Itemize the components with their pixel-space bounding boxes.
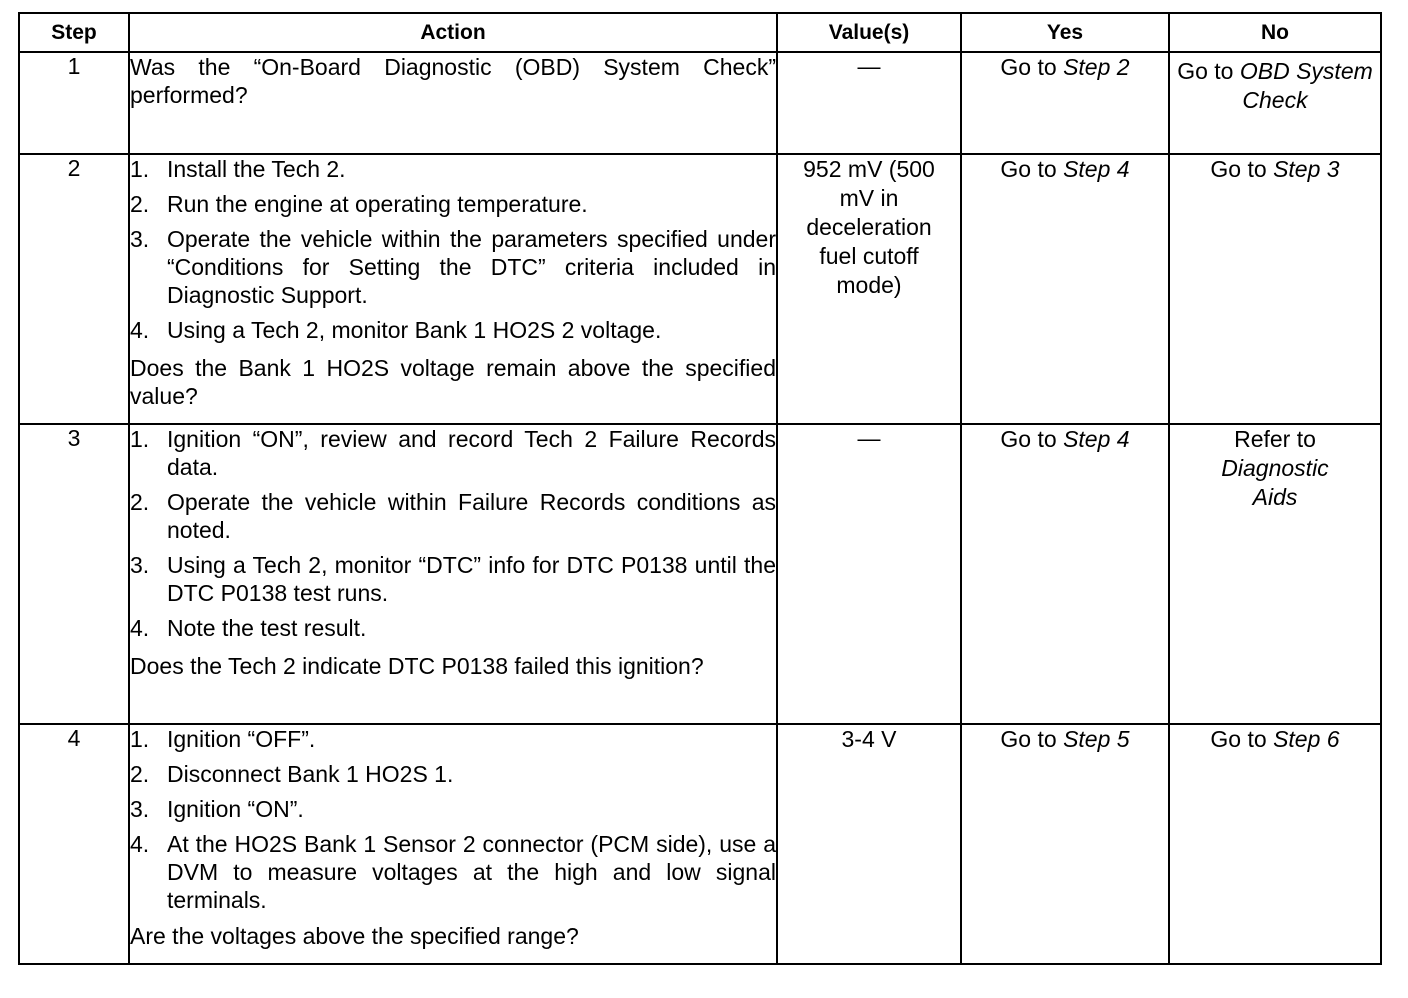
no-cell [1169, 52, 1381, 154]
value-cell: — [777, 52, 961, 154]
action-item [130, 425, 776, 481]
action-cell [129, 52, 777, 154]
item-number: 1. [130, 726, 150, 752]
item-text: Ignition “ON”. [167, 796, 304, 822]
action-question: Does the Bank 1 HO2S voltage remain above the specified value? [130, 355, 776, 409]
yes-prefix: Go to [1000, 156, 1064, 182]
action-item [130, 760, 776, 788]
header-row [19, 13, 1381, 52]
no-target: Step 6 [1273, 726, 1340, 752]
step-number: 2 [19, 154, 129, 424]
value-cell [777, 154, 961, 424]
action-item [130, 614, 776, 642]
item-number: 4. [130, 831, 150, 857]
yes-target: Step 4 [1063, 156, 1130, 182]
action-cell [129, 424, 777, 724]
header-no: No [1169, 13, 1381, 52]
item-text: Ignition “ON”, review and record Tech 2 Failure Records data. [167, 426, 776, 480]
item-number: 4. [130, 615, 150, 641]
item-number: 1. [130, 426, 150, 452]
action-item [130, 225, 776, 309]
item-number: 3. [130, 226, 150, 252]
yes-cell [961, 724, 1169, 964]
header-step: Step [19, 13, 129, 52]
item-number: 3. [130, 552, 150, 578]
item-text: Using a Tech 2, monitor “DTC” info for DTC P0138 until the DTC P0138 test runs. [167, 552, 776, 606]
action-cell [129, 724, 777, 964]
no-cell [1169, 424, 1381, 724]
item-text: Disconnect Bank 1 HO2S 1. [167, 761, 454, 787]
value-cell: — [777, 424, 961, 724]
no-cell [1169, 724, 1381, 964]
item-number: 1. [130, 156, 150, 182]
header-yes: Yes [961, 13, 1169, 52]
header-action: Action [129, 13, 777, 52]
no-target: Step 3 [1273, 156, 1340, 182]
table-row [19, 52, 1381, 154]
item-text: Run the engine at operating temperature. [167, 191, 588, 217]
item-number: 2. [130, 761, 150, 787]
item-number: 2. [130, 191, 150, 217]
action-cell [129, 154, 777, 424]
yes-target: Step 2 [1063, 54, 1130, 80]
action-item [130, 830, 776, 914]
action-item [130, 725, 776, 753]
step-number: 4 [19, 724, 129, 964]
item-text: Note the test result. [167, 615, 367, 641]
value-text: 952 mV (500 mV in deceleration fuel cutoff mode) [803, 156, 935, 298]
yes-prefix: Go to [1000, 54, 1064, 80]
diagnostic-table [18, 12, 1382, 965]
yes-cell [961, 424, 1169, 724]
yes-cell [961, 154, 1169, 424]
action-item [130, 488, 776, 544]
item-text: Install the Tech 2. [167, 156, 346, 182]
action-question: Are the voltages above the specified range? [130, 923, 579, 949]
item-text: Operate the vehicle within the parameters specified under “Conditions for Setting the DTC” criteria included in Diagnostic Support. [167, 226, 776, 308]
step-number: 1 [19, 52, 129, 154]
no-prefix: Refer to [1234, 426, 1316, 452]
step-number: 3 [19, 424, 129, 724]
value-cell: 3-4 V [777, 724, 961, 964]
item-number: 4. [130, 317, 150, 343]
yes-prefix: Go to [1000, 426, 1064, 452]
no-prefix: Go to [1210, 726, 1274, 752]
action-question: Was the “On-Board Diagnostic (OBD) System Check” performed? [130, 54, 776, 108]
item-text: Operate the vehicle within Failure Records conditions as noted. [167, 489, 776, 543]
item-text: At the HO2S Bank 1 Sensor 2 connector (PCM side), use a DVM to measure voltages at the high and low signal terminals. [167, 831, 776, 913]
no-prefix: Go to [1177, 58, 1240, 84]
table-row [19, 154, 1381, 424]
action-item [130, 551, 776, 607]
yes-prefix: Go to [1000, 726, 1064, 752]
action-item [130, 190, 776, 218]
item-text: Using a Tech 2, monitor Bank 1 HO2S 2 voltage. [167, 317, 662, 343]
item-number: 2. [130, 489, 150, 515]
table-row [19, 424, 1381, 724]
item-text: Ignition “OFF”. [167, 726, 316, 752]
yes-target: Step 4 [1063, 426, 1130, 452]
action-item [130, 155, 776, 183]
action-question: Does the Tech 2 indicate DTC P0138 failed this ignition? [130, 653, 704, 679]
no-prefix: Go to [1210, 156, 1274, 182]
item-number: 3. [130, 796, 150, 822]
no-target: Diagnostic Aids [1221, 455, 1329, 510]
action-item [130, 795, 776, 823]
table-row [19, 724, 1381, 964]
action-item [130, 316, 776, 344]
yes-target: Step 5 [1063, 726, 1130, 752]
yes-cell [961, 52, 1169, 154]
no-target: OBD System Check [1239, 58, 1373, 113]
header-values: Value(s) [777, 13, 961, 52]
no-cell [1169, 154, 1381, 424]
